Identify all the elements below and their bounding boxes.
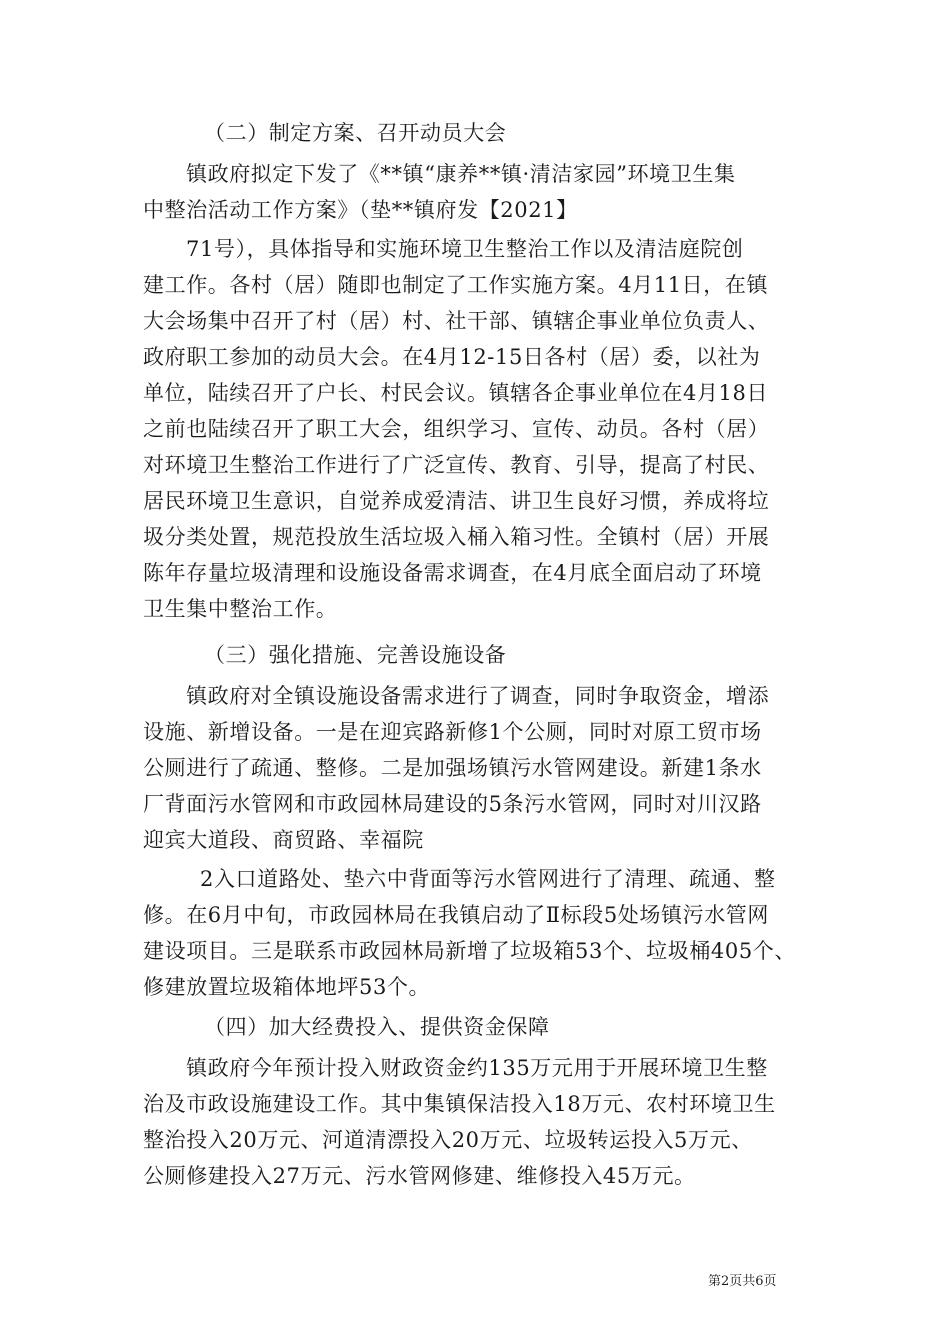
paragraph-line: 修建放置垃圾箱体地坪53个。: [143, 975, 431, 999]
paragraph-line: 大会场集中召开了村（居）村、社干部、镇辖企事业单位负责人、: [143, 309, 770, 333]
paragraph-line: 整治投入20万元、河道清漂投入20万元、垃圾转运投入5万元、: [143, 1128, 753, 1152]
paragraph-line: 卫生集中整治工作。: [143, 597, 338, 621]
paragraph-line: 公厕修建投入27万元、污水管网修建、维修投入45万元。: [143, 1164, 696, 1188]
paragraph-line: 居民环境卫生意识，自觉养成爱清洁、讲卫生良好习惯，养成将垃: [143, 489, 770, 513]
paragraph-line: 公厕进行了疏通、整修。二是加强场镇污水管网建设。新建1条水: [143, 756, 762, 780]
paragraph-line: 圾分类处置，规范投放生活垃圾入桶入箱习性。全镇村（居）开展: [143, 525, 770, 549]
page-number: 第2页共6页: [708, 1274, 777, 1289]
paragraph-line: 政府职工参加的动员大会。在4月12-15日各村（居）委，以社为: [143, 345, 761, 369]
paragraph-line: 之前也陆续召开了职工大会，组织学习、宣传、动员。各村（居）: [143, 417, 770, 441]
paragraph-line: 镇政府对全镇设施设备需求进行了调查，同时争取资金，增添: [186, 684, 770, 708]
paragraph-line: 陈年存量垃圾清理和设施设备需求调查，在4月底全面启动了环境: [143, 561, 762, 585]
paragraph-line: 修。在6月中旬，市政园林局在我镇启动了Ⅱ标段5处场镇污水管网: [143, 903, 769, 927]
paragraph-line: 建设项目。三是联系市政园林局新增了垃圾箱53个、垃圾桶405个、: [143, 939, 797, 963]
paragraph-line: 对环境卫生整治工作进行了广泛宣传、教育、引导，提高了村民、: [143, 453, 770, 477]
paragraph-line: 建工作。各村（居）随即也制定了工作实施方案。4月11日，在镇: [143, 273, 769, 297]
section-heading-3: （三）强化措施、完善设施设备: [204, 643, 507, 667]
paragraph-line: 2入口道路处、垫六中背面等污水管网进行了清理、疏通、整: [200, 867, 776, 891]
section-heading-2: （二）制定方案、召开动员大会: [204, 121, 507, 145]
paragraph-line: 镇政府拟定下发了《**镇“康养**镇·清洁家园”环境卫生集: [186, 162, 736, 186]
paragraph-line: 中整治活动工作方案》（垫**镇府发【2021】: [143, 198, 578, 222]
section-heading-4: （四）加大经费投入、提供资金保障: [204, 1015, 550, 1039]
paragraph-line: 设施、新增设备。一是在迎宾路新修1个公厕，同时对原工贸市场: [143, 720, 762, 744]
paragraph-line: 迎宾大道段、商贸路、幸福院: [143, 828, 424, 852]
paragraph-line: 治及市政设施建设工作。其中集镇保洁投入18万元、农村环境卫生: [143, 1092, 776, 1116]
paragraph-line: 厂背面污水管网和市政园林局建设的5条污水管网，同时对川汉路: [143, 792, 762, 816]
paragraph-line: 单位，陆续召开了户长、村民会议。镇辖各企事业单位在4月18日: [143, 381, 769, 405]
paragraph-line: 71号），具体指导和实施环境卫生整治工作以及清洁庭院创: [186, 237, 744, 261]
paragraph-line: 镇政府今年预计投入财政资金约135万元用于开展环境卫生整: [186, 1056, 768, 1080]
